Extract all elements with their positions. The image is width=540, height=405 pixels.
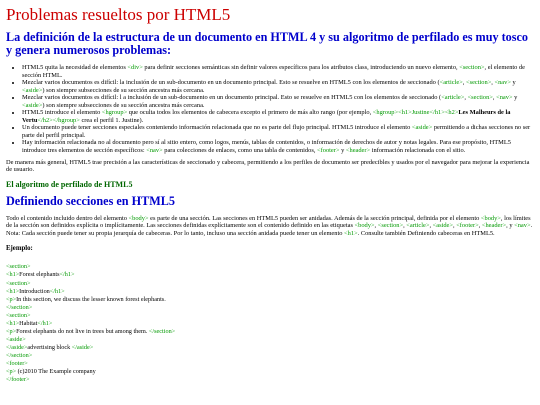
code-line [6,328,534,336]
text-segment: permitiendo a dichas secciones no ser parte del perfil principal. [22,124,531,139]
text-segment: . Nota: Cada sección puede tener su propia jerarquía de cabeceras. Por lo tanto, incluso una sección anidada puede tener un elemento [6,222,533,237]
text-segment: , [453,222,457,230]
html-tag: <footer> [317,147,340,155]
html-tag: </h2></hgroup> [37,116,80,124]
html-tag: <nav> [146,147,163,155]
subtitle: La definición de la estructura de un documento en HTML 4 y su algoritmo de perfilado es muy tosco y genera numerosos problemas: [6,29,529,58]
html-tag: <p> [6,295,17,303]
html-tag: </h1> [49,287,65,295]
html-tag: <section> [377,222,404,230]
html-tag: </section> [6,303,33,311]
text-segment: , [478,222,482,230]
text-segment: y [510,79,516,87]
html-tag: <header> [345,147,371,155]
text-segment: es parte de una sección. Las secciones en HTML5 pueden ser anidadas. Además de la sección principal, definida por el elemento [148,214,481,222]
text-segment: Forest elephants do not live in trees but among them. [16,327,149,335]
html-tag: <footer> [456,222,479,230]
text-segment: que oculta todos los elementos de cabecera excepto el primero de más alto rango (por ejemplo, [127,109,373,117]
text-segment: , los límites de la sección son definidos explícita o implícitamente. Las secciones definidas explícitamente son el contenido definido en las etiquetas [6,214,531,230]
html-tag: </aside> [6,344,28,352]
definition-paragraph [6,215,534,238]
text-segment: HTML5 quita la necesidad de elementos [22,64,128,71]
text-segment: Hay información relacionada no al documento pero sí al sitio entero, como logos, menús, tablas de contenidos, o información de derechos de autor y notas legales. Para ese propósito, HTML5 introduce tres elementos de sección específicos: [22,139,511,155]
html-tag: <article> [406,222,430,230]
summary-paragraph: De manera más general, HTML5 trae precisión a las características de seccionado y cabecera, permitiendo a los perfiles de documento ser predecibles y usados por el navegador para mejorar la experiencia de usuario. [6,158,530,174]
text-segment: ) son siempre subsecciones de su sección ancestra más cercana. [42,86,205,94]
text-segment: Forest elephants [19,271,60,279]
page-title: Problemas resueltos por HTML5 [6,5,231,24]
text-segment: ) son siempre subsecciones de su sección ancestra más cercana. [42,101,205,109]
code-line [6,320,534,328]
html-tag: </section> [148,327,176,335]
example-label: Ejemplo: [6,245,33,253]
code-line [6,352,534,360]
text-segment: Les Malheurs de la Vertu [22,109,511,124]
html-tag: <div> [127,64,143,71]
text-segment: crea el perfil 1. Justine). [79,116,144,124]
html-tag: <h1> [6,271,20,279]
code-example [6,263,534,384]
code-line [6,304,534,312]
list-item [22,94,534,109]
html-tag: </section> [6,352,33,360]
html-tag: </h1> [59,271,75,279]
code-line [6,344,534,352]
code-line [6,312,534,320]
text-segment: información relacionada con el sitio. [370,147,466,155]
html-tag: <section> [6,263,31,271]
html-tag: <nav> [494,79,511,87]
html-tag: <p> [6,327,17,335]
text-segment: , [403,222,407,230]
text-segment: para definir secciones semánticas sin definir valores específicos para los atributos class, introduciendo un nuevo elemento, [142,64,460,71]
list-item [22,79,534,94]
code-line [6,288,534,296]
html-tag: <aside> [6,335,26,343]
html-tag: <aside> [22,101,43,109]
text-segment: , [429,222,433,230]
code-line [6,360,534,368]
code-line [6,271,534,279]
code-line [6,368,534,376]
html-tag: <body> [128,214,149,222]
html-tag: <nav> [496,94,513,102]
html-tag: <section> [459,64,485,71]
html-tag: </h1> [37,319,53,327]
list-item [22,109,534,124]
html-tag: <h1> [6,287,20,295]
html-tag: <article> [441,94,465,102]
list-item [22,139,534,154]
code-line [6,376,534,384]
text-segment: para colecciones de enlaces, como una tabla de contenidos, [162,147,318,155]
html-tag: <hgroup> [101,109,128,117]
html-tag: <hgroup><h1>Justine</h1><h2> [372,109,459,117]
text-segment: , y [506,222,515,230]
html-tag: <article> [439,79,463,87]
text-segment: Habitat [19,319,38,327]
text-segment: , [374,222,378,230]
text-segment: Mezclar varios documentos es difícil: l a inclusión de un sub-documento en un documento principal. Esto se resuelve en HTML5 con los elementos de seccionado ( [22,94,442,102]
problems-list [6,64,534,155]
code-line [6,263,534,271]
html-tag: <aside> [432,222,453,230]
text-segment: HTML5 introduce el elemento [22,109,102,117]
html-tag: </aside> [71,344,94,352]
html-tag: <body> [354,222,375,230]
text-segment: , [464,94,468,102]
text-segment: advertising block [27,344,72,352]
html-tag: <header> [481,222,507,230]
text-segment: Mezclar varios documentos es difícil: la inclusión de un sub-documento en un documento principal. Esto se resuelve en HTML5 con los elementos de seccionado ( [22,79,440,87]
algorithm-heading: El algoritmo de perfilado de HTML5 [6,179,133,189]
html-tag: <nav> [514,222,531,230]
text-segment: Introduction [19,287,50,295]
section-heading: Definiendo secciones en HTML5 [6,194,175,209]
html-tag: <h1> [6,319,20,327]
text-segment: , [491,79,495,87]
html-tag: <h1> [344,229,358,237]
list-item [22,64,534,79]
html-tag: <section> [6,311,31,319]
text-segment: , [462,79,466,87]
html-tag: <section> [6,279,31,287]
text-segment: . Consulte también Definiendo cabeceras en HTML5. [357,229,495,237]
code-line [6,296,534,304]
text-segment: Todo el contenido incluido dentro del elemento [6,214,129,222]
text-segment: (c)2010 The Example company [16,368,96,376]
text-segment: , [492,94,497,102]
html-tag: <footer> [6,360,28,368]
text-segment: y [512,94,518,102]
html-tag: <aside> [411,124,433,132]
code-line [6,280,534,288]
text-segment: In this section, we discuss the lesser known forest elephants. [16,295,166,303]
html-tag: <p> [6,368,17,376]
text-segment: Un documento puede tener secciones especiales conteniendo información relacionada que no es parte del flujo principal. HTML5 introduce el elemento [22,124,412,132]
html-tag: <aside> [22,86,43,94]
html-tag: <section> [467,94,493,102]
list-item [22,124,534,139]
html-tag: <body> [480,214,501,222]
html-tag: </footer> [6,376,30,384]
html-tag: <section> [465,79,492,87]
code-line [6,336,534,344]
text-segment: , el elemento de sección HTML. [22,64,525,79]
text-segment: y [339,147,346,155]
